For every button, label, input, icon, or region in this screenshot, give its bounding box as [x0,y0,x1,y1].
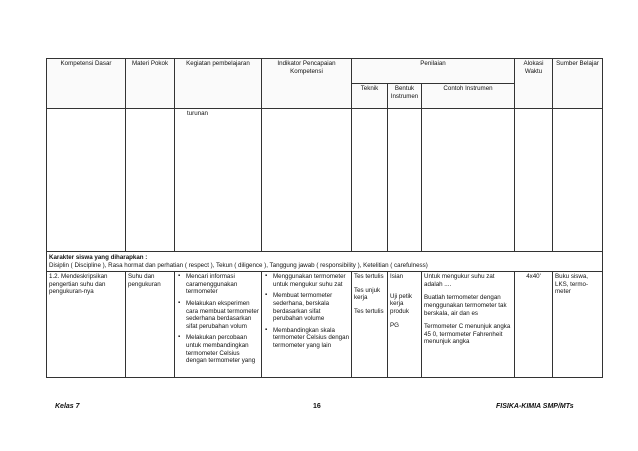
cell-teknik [352,272,388,378]
cell-empty [515,109,553,252]
cell-empty [47,109,126,252]
list-item: ▪ Menggunakan termometer untuk mengukur suhu zat [273,273,349,288]
bentuk-item: Uji petik kerja produk [390,292,413,315]
header-alokasi-waktu: Alokasi Waktu [515,59,553,109]
list-item: ▪ Membandingkan skala termometer Celsius dengan termometer yang lain [273,327,349,350]
syllabus-table [46,58,603,378]
contoh-item: Buatlah termometer dengan menggunakan termometer tak berskala, air dan es [424,294,507,317]
list-item: ▪ Melakukan percobaan untuk membandingkan termometer Celsius dengan termometer yang [186,334,259,364]
teknik-item: Tes tertulis [354,273,384,281]
cell-contoh [422,272,515,378]
cell-kegiatan [175,272,262,378]
cell-empty [126,109,175,252]
header-contoh-instrumen: Contoh Instrumen [422,84,515,109]
header-teknik: Teknik [352,84,388,109]
cell-kompetensi: 1.2. Mendeskripsikan pengertian suhu dan pengukuran-nya [47,272,126,378]
list-item: ▪ Melakukan eksperimen cara membuat termometer sederhana berdasarkan sifat perubahan volum [186,300,259,330]
header-materi-pokok: Materi Pokok [126,59,175,109]
header-indikator: Indikator Pencapaian Kompetensi [262,59,352,109]
cell-empty [352,109,388,252]
table-row [47,109,603,252]
bentuk-item: Isian [390,273,404,281]
contoh-item: Untuk mengukur suhu zat adalah .... [424,273,495,288]
karakter-text: Disiplin ( Discipline ), Rasa hormat dan perhatian ( respect ), Tekun ( diligence ), Tanggung jawab ( responsibility ), Ketelitian ( carefulness) [49,261,428,269]
cell-empty [262,109,352,252]
footer-subject: FISIKA-KIMIA SMP/MTs [496,403,574,410]
teknik-item: Tes unjuk kerja [354,286,381,302]
header-kompetensi-dasar: Kompetensi Dasar [47,59,126,109]
karakter-title: Karakter siswa yang diharapkan : [49,254,148,261]
list-item: ▪ Mencari informasi caramenggunakan termometer [186,273,259,296]
cell-empty [388,109,422,252]
bentuk-item: PG [390,321,399,329]
cell-kegiatan-prev: turunan [175,109,262,252]
cell-empty [553,109,603,252]
cell-indikator [262,272,352,378]
karakter-row [47,252,603,272]
footer-kelas: Kelas 7 [55,403,80,410]
page-number: 16 [313,403,321,410]
header-kegiatan-pembelajaran: Kegiatan pembelajaran [175,59,262,109]
teknik-item: Tes tertulis [354,307,384,315]
contoh-item: Termometer C menunjuk angka 45 0, termometer Fahrenheit menunjuk angka [424,323,511,346]
cell-empty [422,109,515,252]
table-row [47,272,603,378]
header-sumber-belajar: Sumber Belajar [553,59,603,109]
cell-sumber: Buku siswa, LKS, termo-meter [553,272,603,378]
list-item: ▪ Membuat termometer sederhana, berskala berdasarkan sifat perubahan volume [273,292,349,322]
header-penilaian: Penilaian [352,59,515,84]
header-bentuk-instrumen: Bentuk Instrumen [388,84,422,109]
cell-bentuk [388,272,422,378]
cell-alokasi: 4x40' [515,272,553,378]
cell-materi: Suhu dan pengukuran [126,272,175,378]
